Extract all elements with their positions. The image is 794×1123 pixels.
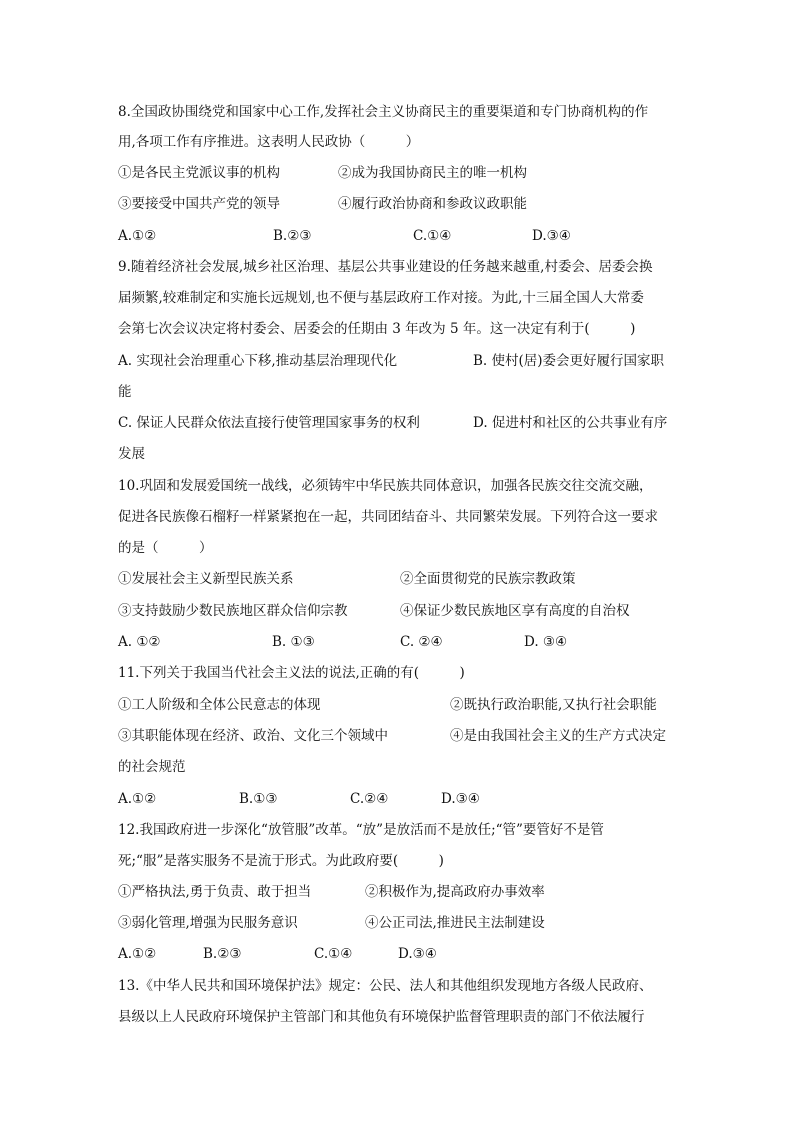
q13-stem-line-2: 县级以上人民政府环境保护主管部门和其他负有环境保护监督管理职责的部门不依法履行 bbox=[118, 1009, 645, 1025]
q8-option-d: D.③④ bbox=[532, 228, 571, 244]
q10-stem-line-1: 10.巩固和发展爱国统一战线，必须铸牢中华民族共同体意识，加强各民族交往交流交融， bbox=[118, 478, 653, 494]
q8-stem-line-2: 用,各项工作有序推进。这表明人民政协（ ） bbox=[118, 134, 420, 150]
q9-option-c: C. 保证人民群众依法直接行使管理国家事务的权利 bbox=[118, 415, 420, 431]
q10-statement-3: ③支持鼓励少数民族地区群众信仰宗教 bbox=[118, 603, 348, 619]
q10-option-d: D. ③④ bbox=[524, 634, 568, 650]
q8-option-b: B.②③ bbox=[273, 228, 312, 244]
q11-option-b: B.①③ bbox=[239, 791, 278, 807]
q11-statement-1: ①工人阶级和全体公民意志的体现 bbox=[118, 697, 321, 713]
q12-stem-line-1: 12.我国政府进一步深化“放管服”改革。“放”是放活而不是放任;“管”要管好不是管 bbox=[118, 822, 604, 838]
q8-option-c: C.①④ bbox=[413, 228, 452, 244]
q9-stem-line-3: 会第七次会议决定将村委会、居委会的任期由 3 年改为 5 年。这一决定有利于( ) bbox=[118, 321, 636, 337]
q10-statement-2: ②全面贯彻党的民族宗教政策 bbox=[400, 571, 576, 587]
q11-option-c: C.②④ bbox=[350, 791, 389, 807]
q11-stem: 11.下列关于我国当代社会主义法的说法,正确的有( ) bbox=[118, 665, 465, 681]
q12-option-d: D.③④ bbox=[398, 946, 437, 962]
q10-statement-4: ④保证少数民族地区享有高度的自治权 bbox=[400, 603, 630, 619]
q8-statement-3: ③要接受中国共产党的领导 bbox=[118, 196, 280, 212]
q12-statement-2: ②积极作为,提高政府办事效率 bbox=[365, 884, 545, 900]
q11-statement-4: ④是由我国社会主义的生产方式决定 bbox=[450, 728, 666, 744]
q12-stem-line-2: 死;“服”是落实服务不是流于形式。为此政府要( ) bbox=[118, 853, 444, 869]
q12-option-a: A.①② bbox=[118, 946, 157, 962]
q8-statement-1: ①是各民主党派议事的机构 bbox=[118, 165, 280, 181]
q10-option-a: A. ①② bbox=[118, 634, 161, 650]
q9-stem-line-2: 届频繁,较难制定和实施长远规划,也不便与基层政府工作对接。为此,十三届全国人大常委 bbox=[118, 290, 644, 306]
q11-option-d: D.③④ bbox=[441, 791, 480, 807]
q9-stem-line-1: 9.随着经济社会发展,城乡社区治理、基层公共事业建设的任务越来越重,村委会、居委会换 bbox=[118, 259, 653, 275]
q8-stem-line-1: 8.全国政协围绕党和国家中心工作,发挥社会主义协商民主的重要渠道和专门协商机构的作 bbox=[118, 104, 649, 120]
q9-option-a: A. 实现社会治理重心下移,推动基层治理现代化 bbox=[118, 353, 398, 369]
q10-option-b: B. ①③ bbox=[272, 634, 315, 650]
q9-option-b-cont: 能 bbox=[118, 384, 132, 400]
q8-option-a: A.①② bbox=[118, 228, 157, 244]
q12-option-c: C.①④ bbox=[314, 946, 353, 962]
q11-statement-3: ③其职能体现在经济、政治、文化三个领域中 bbox=[118, 728, 388, 744]
q8-statement-4: ④履行政治协商和参政议政职能 bbox=[338, 196, 527, 212]
q12-statement-1: ①严格执法,勇于负责、敢于担当 bbox=[118, 884, 312, 900]
q8-statement-2: ②成为我国协商民主的唯一机构 bbox=[338, 165, 527, 181]
q11-statement-4-cont: 的社会规范 bbox=[118, 759, 186, 775]
q12-statement-3: ③弱化管理,增强为民服务意识 bbox=[118, 915, 298, 931]
q11-option-a: A.①② bbox=[118, 791, 157, 807]
q12-option-b: B.②③ bbox=[203, 946, 242, 962]
q12-statement-4: ④公正司法,推进民主法制建设 bbox=[365, 915, 545, 931]
q9-option-d-cont: 发展 bbox=[118, 446, 145, 462]
q9-option-b: B. 使村(居)委会更好履行国家职 bbox=[473, 353, 665, 369]
q10-stem-line-2: 促进各民族像石榴籽一样紧紧抱在一起，共同团结奋斗、共同繁荣发展。下列符合这一要求 bbox=[118, 509, 658, 525]
q10-statement-1: ①发展社会主义新型民族关系 bbox=[118, 571, 294, 587]
q9-option-d: D. 促进村和社区的公共事业有序 bbox=[473, 415, 668, 431]
q11-statement-2: ②既执行政治职能,又执行社会职能 bbox=[450, 697, 657, 713]
q10-option-c: C. ②④ bbox=[400, 634, 443, 650]
q10-stem-line-3: 的是（ ） bbox=[118, 540, 213, 556]
q13-stem-line-1: 13.《中华人民共和国环境保护法》规定：公民、法人和其他组织发现地方各级人民政府、 bbox=[118, 978, 653, 994]
